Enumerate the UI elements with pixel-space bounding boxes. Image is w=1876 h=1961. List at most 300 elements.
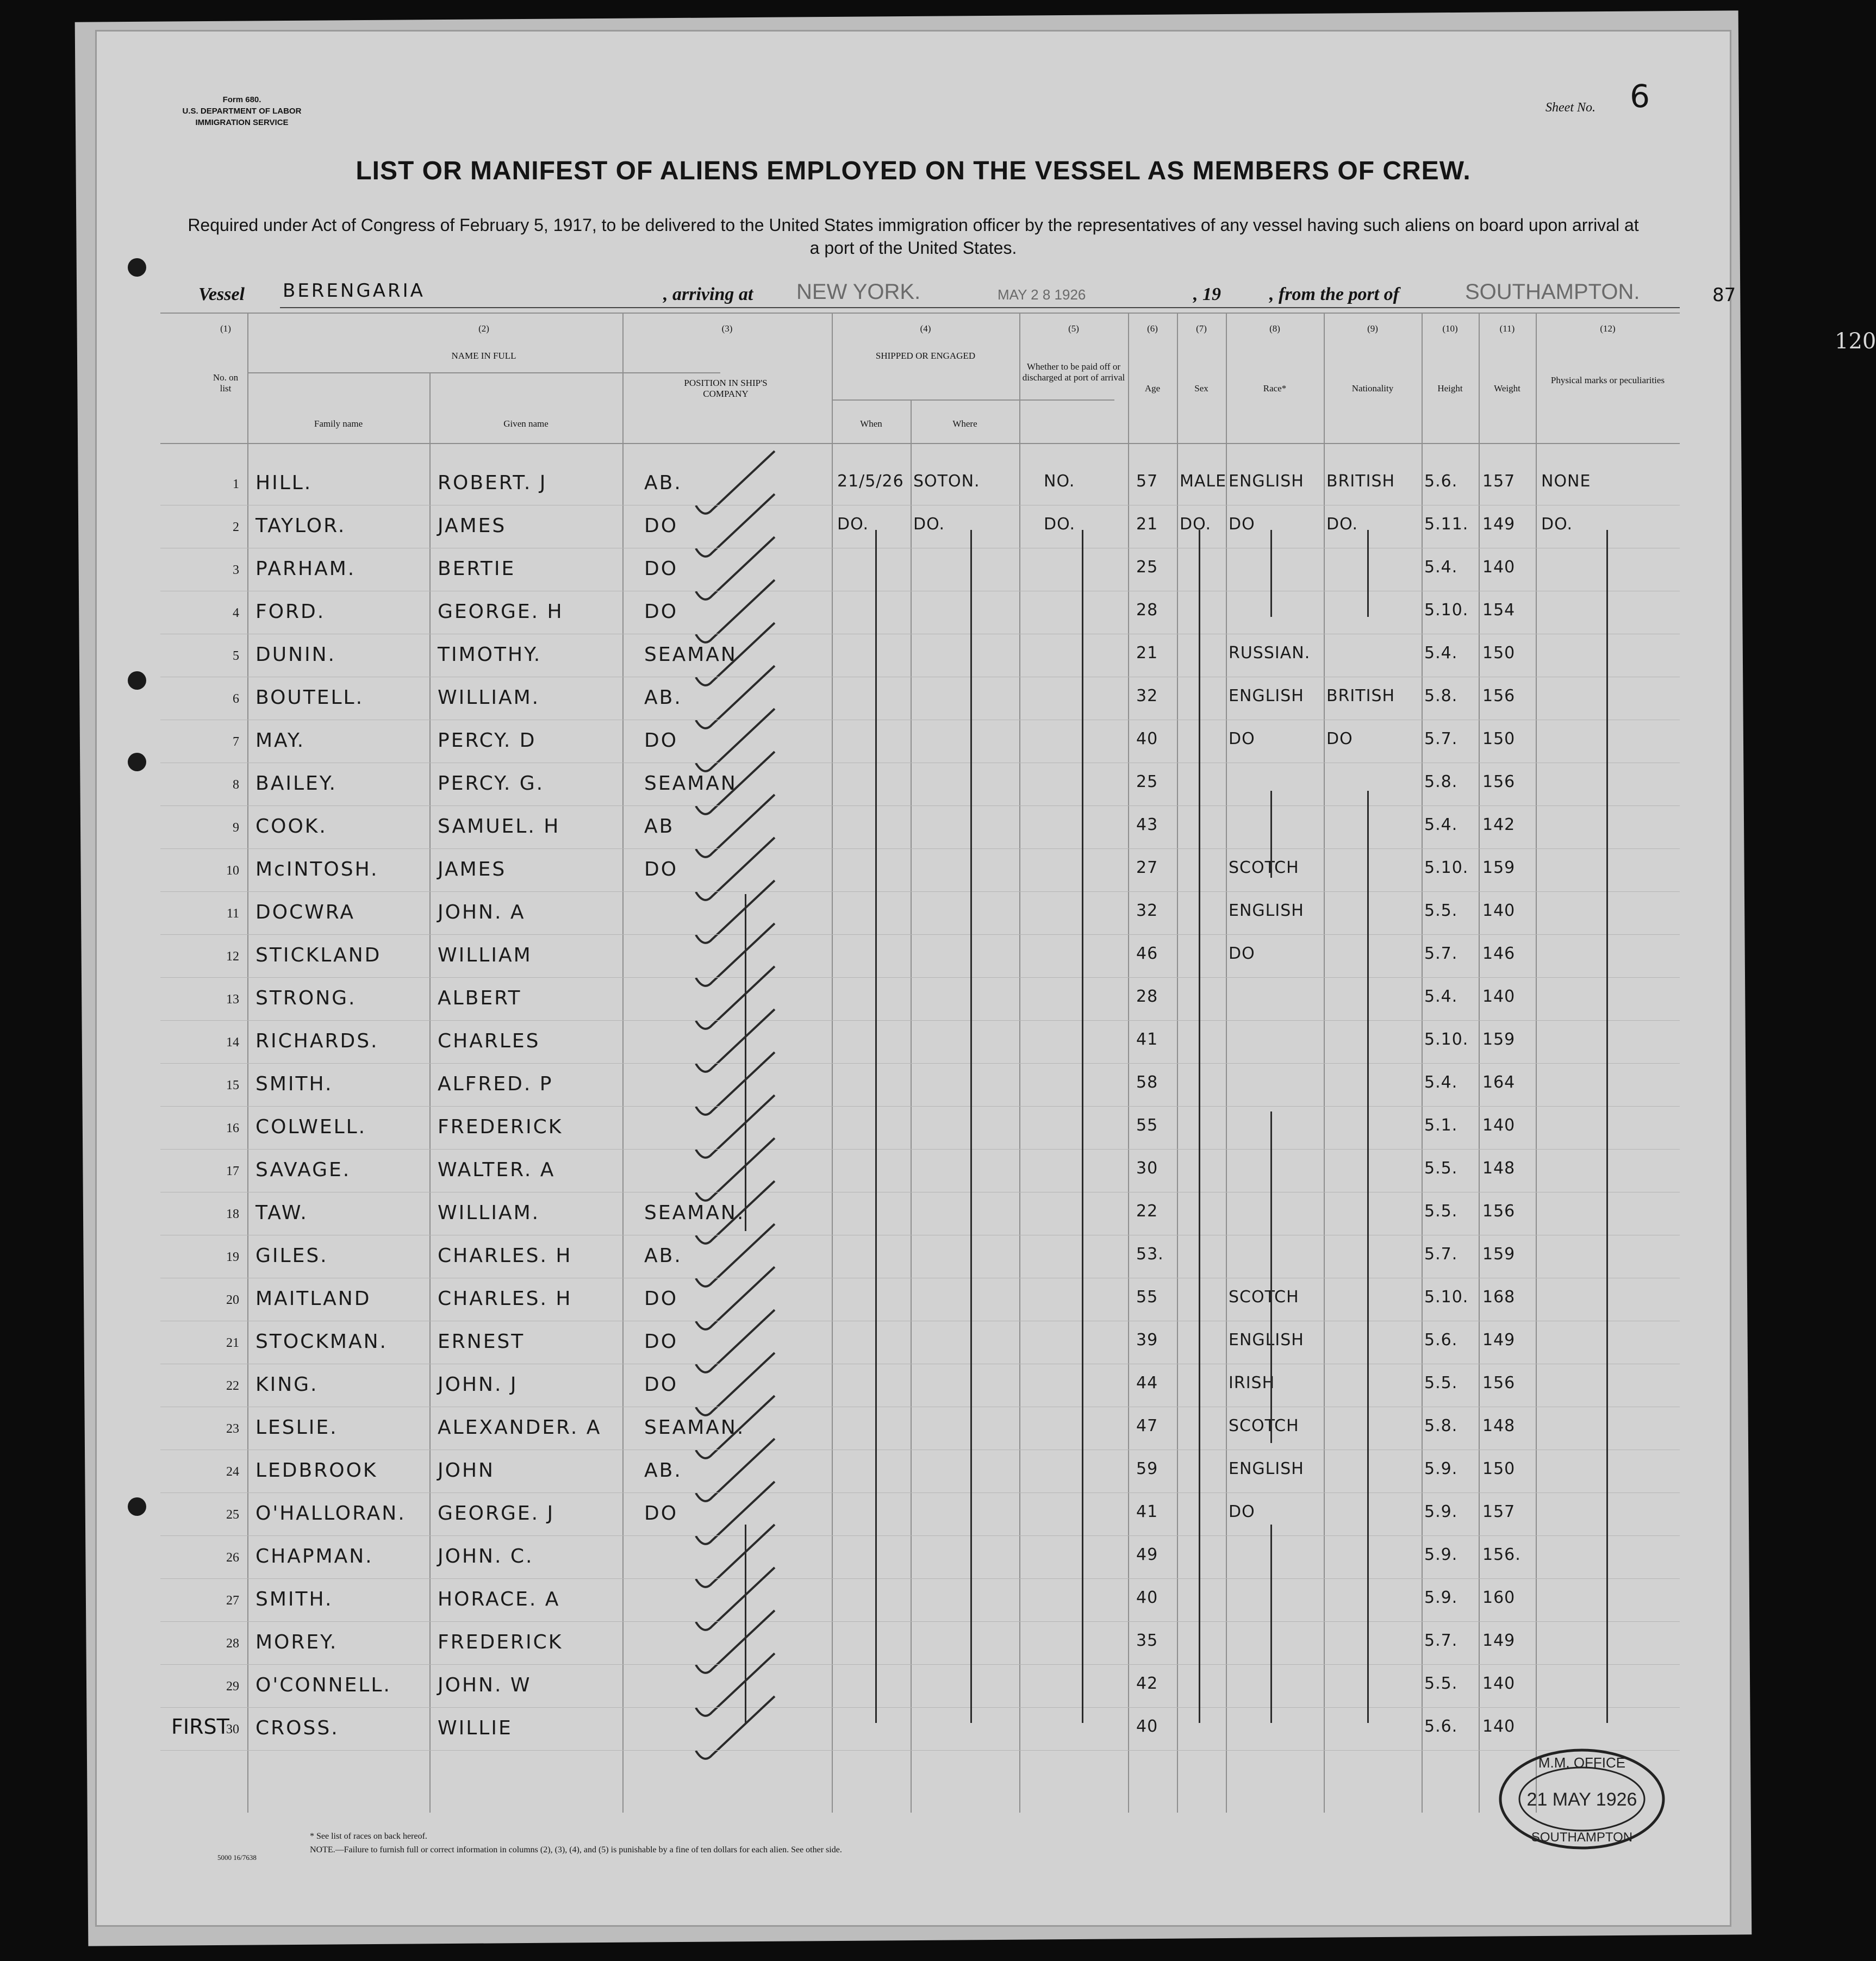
cell-marks: DO. [1541, 515, 1573, 534]
cell-age: 42 [1136, 1674, 1158, 1693]
cell-family: RICHARDS. [255, 1030, 379, 1052]
cell-race: ENGLISH [1229, 686, 1304, 705]
cell-given: PERCY. D [438, 729, 537, 752]
cell-position: DO [644, 558, 678, 580]
cell-family: STOCKMAN. [255, 1331, 388, 1353]
arriving-label: , arriving at [663, 284, 753, 304]
col3-label: POSITION IN SHIP'S COMPANY [684, 378, 768, 399]
cell-family: STRONG. [255, 987, 357, 1009]
where-header: Where [952, 419, 977, 429]
cell-no: 17 [226, 1164, 239, 1178]
cell-family: BAILEY. [255, 772, 337, 795]
cell-given: BERTIE [438, 558, 516, 580]
table-row [95, 677, 1731, 720]
cell-weight: 140 [1482, 1674, 1516, 1693]
cell-sex: DO. [1180, 515, 1212, 534]
table-row [95, 1278, 1731, 1321]
cell-weight: 157 [1482, 1502, 1516, 1521]
cell-given: WILLIE [438, 1717, 513, 1739]
cell-no: 30 [226, 1722, 239, 1737]
form-code: 5000 16/7638 [217, 1853, 257, 1862]
col12-num: (12) [1600, 323, 1616, 334]
cell-age: 32 [1136, 901, 1158, 920]
cell-height: 5.1. [1424, 1116, 1458, 1135]
cell-given: HORACE. A [438, 1588, 560, 1610]
cell-position: DO [644, 1288, 678, 1310]
cell-weight: 148 [1482, 1416, 1516, 1435]
first-class-note: FIRST [171, 1715, 229, 1739]
table-row [95, 1321, 1731, 1364]
cell-race: DO [1229, 944, 1255, 963]
col2-num: (2) [478, 323, 489, 334]
cell-no: 12 [226, 950, 239, 964]
cell-weight: 140 [1482, 987, 1516, 1006]
cell-no: 8 [233, 778, 239, 792]
cell-height: 5.9. [1424, 1459, 1458, 1478]
col5-label: Whether to be paid off or discharged at port of arrival [1022, 361, 1125, 383]
cell-weight: 149 [1482, 1631, 1516, 1650]
from-label: , from the port of [1269, 284, 1399, 304]
cell-no: 23 [226, 1422, 239, 1436]
cell-position: AB. [644, 1459, 682, 1482]
from-port: SOUTHAMPTON. [1465, 280, 1640, 304]
cell-nationality: BRITISH [1326, 472, 1395, 491]
cell-age: 28 [1136, 987, 1158, 1006]
vessel-label: Vessel [198, 284, 245, 304]
cell-height: 5.8. [1424, 1416, 1458, 1435]
vessel-number: 87 [1712, 284, 1736, 306]
cell-weight: 164 [1482, 1073, 1516, 1092]
col8-num: (8) [1269, 323, 1280, 334]
vessel-name: BERENGARIA [283, 280, 425, 302]
cell-given: WALTER. A [438, 1159, 556, 1181]
cell-weight: 156. [1482, 1545, 1521, 1564]
table-row [95, 1235, 1731, 1278]
check-mark-icon [693, 1691, 780, 1767]
cell-family: McINTOSH. [255, 858, 379, 880]
cell-no: 20 [226, 1293, 239, 1307]
cell-position: AB. [644, 686, 682, 709]
cell-position: DO [644, 729, 678, 752]
cell-no: 1 [233, 477, 239, 491]
cell-height: 5.5. [1424, 1159, 1458, 1178]
cell-weight: 156 [1482, 1373, 1516, 1392]
cell-weight: 156 [1482, 772, 1516, 791]
cell-family: PARHAM. [255, 558, 356, 580]
cell-family: CROSS. [255, 1717, 339, 1739]
table-row [95, 1492, 1731, 1536]
marks-header: Physical marks or peculiarities [1550, 375, 1665, 385]
cell-given: JAMES [438, 858, 507, 880]
cell-age: 40 [1136, 1588, 1158, 1607]
cell-weight: 140 [1482, 558, 1516, 577]
cell-race: RUSSIAN. [1229, 644, 1311, 663]
col2-label: NAME IN FULL [451, 351, 516, 361]
cell-race: DO [1229, 1502, 1255, 1521]
age-header: Age [1144, 383, 1161, 394]
cell-family: SMITH. [255, 1588, 333, 1610]
table-row [95, 591, 1731, 634]
cell-family: COOK. [255, 815, 327, 838]
manifest-sheet [95, 30, 1876, 1927]
ditto-line [1270, 1525, 1272, 1723]
cell-position: AB [644, 815, 675, 838]
cell-position: SEAMAN. [644, 1202, 745, 1224]
cell-no: 13 [226, 992, 239, 1007]
cell-family: MAY. [255, 729, 306, 752]
col3-num: (3) [721, 323, 733, 334]
cell-no: 11 [226, 907, 239, 921]
cell-no: 29 [226, 1679, 239, 1694]
cell-weight: 156 [1482, 686, 1516, 705]
cell-age: 53. [1136, 1245, 1164, 1264]
crew-table [95, 313, 1731, 1878]
ditto-line [1367, 530, 1369, 617]
form-department: U.S. DEPARTMENT OF LABOR [182, 107, 302, 116]
cell-marks: NONE [1541, 472, 1591, 491]
cell-given: FREDERICK [438, 1116, 563, 1138]
cell-race: ENGLISH [1229, 901, 1304, 920]
cell-weight: 149 [1482, 515, 1516, 534]
cell-no: 4 [233, 606, 239, 620]
cell-height: 5.10. [1424, 601, 1469, 620]
cell-given: JOHN. J [438, 1373, 518, 1396]
cell-given: ALFRED. P [438, 1073, 553, 1095]
cell-weight: 159 [1482, 858, 1516, 877]
cell-race: IRISH [1229, 1373, 1275, 1392]
cell-height: 5.4. [1424, 987, 1458, 1006]
cell-paid: DO. [1044, 515, 1076, 534]
cell-family: DOCWRA [255, 901, 355, 923]
cell-given: WILLIAM. [438, 1202, 540, 1224]
margin-number: 120 [1835, 329, 1876, 354]
cell-no: 16 [226, 1121, 239, 1135]
table-top-rule [160, 313, 1680, 314]
footnote-penalty: NOTE.—Failure to furnish full or correct information in columns (2), (3), (4), and (5) is punishable by a fine of ten dollars for each alien. See other side. [310, 1845, 842, 1854]
cell-height: 5.5. [1424, 1373, 1458, 1392]
cell-height: 5.4. [1424, 644, 1458, 663]
col9-num: (9) [1367, 323, 1378, 334]
cell-race: ENGLISH [1229, 1331, 1304, 1350]
col1-num: (1) [220, 323, 231, 334]
cell-height: 5.7. [1424, 944, 1458, 963]
cell-given: CHARLES [438, 1030, 540, 1052]
cell-height: 5.4. [1424, 1073, 1458, 1092]
cell-age: 28 [1136, 601, 1158, 620]
cell-position: AB. [644, 1245, 682, 1267]
cell-weight: 150 [1482, 644, 1516, 663]
cell-given: SAMUEL. H [438, 815, 560, 838]
cell-position: DO [644, 1331, 678, 1353]
cell-race: ENGLISH [1229, 1459, 1304, 1478]
cell-no: 7 [233, 735, 239, 749]
cell-position: SEAMAN [644, 644, 737, 666]
cell-no: 28 [226, 1637, 239, 1651]
col5-num: (5) [1068, 323, 1079, 334]
cell-no: 14 [226, 1035, 239, 1050]
arrival-date: MAY 2 8 1926 [998, 286, 1086, 303]
family-name-header: Family name [314, 419, 363, 429]
cell-height: 5.10. [1424, 1288, 1469, 1307]
cell-weight: 168 [1482, 1288, 1516, 1307]
mm-office-seal [1495, 1745, 1669, 1853]
cell-nationality: DO [1326, 729, 1353, 748]
form-service: IMMIGRATION SERVICE [195, 118, 289, 127]
ditto-line [970, 530, 972, 1723]
cell-family: DUNIN. [255, 644, 336, 666]
table-row [95, 977, 1731, 1021]
cell-family: TAW. [255, 1202, 308, 1224]
table-row [95, 1106, 1731, 1150]
cell-no: 3 [233, 563, 239, 577]
cell-given: GEORGE. H [438, 601, 564, 623]
punch-hole [128, 258, 146, 277]
cell-family: KING. [255, 1373, 319, 1396]
cell-weight: 156 [1482, 1202, 1516, 1221]
cell-weight: 150 [1482, 1459, 1516, 1478]
table-row [95, 548, 1731, 591]
cell-no: 25 [226, 1508, 239, 1522]
cell-family: HILL. [255, 472, 313, 494]
cell-weight: 140 [1482, 1717, 1516, 1736]
cell-weight: 148 [1482, 1159, 1516, 1178]
ditto-line [1606, 530, 1608, 1723]
cell-position: DO [644, 1502, 678, 1525]
cell-given: CHARLES. H [438, 1245, 572, 1267]
cell-family: MOREY. [255, 1631, 338, 1653]
cell-height: 5.6. [1424, 472, 1458, 491]
col6-num: (6) [1147, 323, 1158, 334]
header-bottom-rule [160, 443, 1680, 444]
cell-race: SCOTCH [1229, 1416, 1299, 1435]
table-row [95, 462, 1731, 505]
cell-position: SEAMAN. [644, 1416, 745, 1439]
cell-when: 21/5/26 [837, 472, 904, 491]
ditto-line [875, 530, 877, 1723]
cell-height: 5.9. [1424, 1545, 1458, 1564]
cell-position: DO [644, 858, 678, 880]
col11-num: (11) [1499, 323, 1515, 334]
cell-family: COLWELL. [255, 1116, 367, 1138]
cell-family: CHAPMAN. [255, 1545, 373, 1567]
cell-age: 55 [1136, 1288, 1158, 1307]
cell-given: WILLIAM. [438, 686, 540, 709]
table-row [95, 1063, 1731, 1107]
cell-age: 22 [1136, 1202, 1158, 1221]
table-row [95, 1364, 1731, 1407]
cell-height: 5.7. [1424, 1631, 1458, 1650]
table-row [95, 934, 1731, 978]
cell-age: 41 [1136, 1030, 1158, 1049]
cell-age: 40 [1136, 729, 1158, 748]
cell-race: SCOTCH [1229, 858, 1299, 877]
table-row [95, 1192, 1731, 1235]
cell-age: 44 [1136, 1373, 1158, 1392]
cell-age: 21 [1136, 515, 1158, 534]
cell-height: 5.9. [1424, 1502, 1458, 1521]
cell-nationality: BRITISH [1326, 686, 1395, 705]
cell-race: ENGLISH [1229, 472, 1304, 491]
cell-height: 5.5. [1424, 1674, 1458, 1693]
cell-given: FREDERICK [438, 1631, 563, 1653]
cell-height: 5.10. [1424, 1030, 1469, 1049]
cell-age: 30 [1136, 1159, 1158, 1178]
cell-age: 41 [1136, 1502, 1158, 1521]
ditto-line [1270, 791, 1272, 878]
cell-height: 5.8. [1424, 772, 1458, 791]
col1-label: No. on list [213, 372, 239, 394]
cell-age: 39 [1136, 1331, 1158, 1350]
sheet-no-value: 6 [1630, 78, 1650, 115]
cell-weight: 142 [1482, 815, 1516, 834]
cell-given: ALEXANDER. A [438, 1416, 602, 1439]
cell-weight: 150 [1482, 729, 1516, 748]
cell-height: 5.6. [1424, 1331, 1458, 1350]
cell-weight: 149 [1482, 1331, 1516, 1350]
cell-race: DO [1229, 729, 1255, 748]
table-row [95, 1450, 1731, 1493]
cell-given: JOHN [438, 1459, 495, 1482]
table-row [95, 634, 1731, 677]
table-row [95, 891, 1731, 935]
shipped-subheader-rule [832, 399, 1114, 401]
height-header: Height [1437, 383, 1463, 394]
cell-height: 5.5. [1424, 901, 1458, 920]
cell-height: 5.10. [1424, 858, 1469, 877]
ditto-line [1082, 530, 1083, 1723]
cell-position: DO [644, 601, 678, 623]
cell-family: LEDBROOK [255, 1459, 378, 1482]
table-row [95, 1407, 1731, 1450]
table-row [95, 848, 1731, 892]
cell-height: 5.7. [1424, 1245, 1458, 1264]
cell-weight: 140 [1482, 1116, 1516, 1135]
cell-weight: 159 [1482, 1245, 1516, 1264]
cell-age: 25 [1136, 772, 1158, 791]
sheet-no-label: Sheet No. [1545, 101, 1595, 115]
cell-age: 27 [1136, 858, 1158, 877]
cell-when: DO. [837, 515, 869, 534]
cell-family: BOUTELL. [255, 686, 364, 709]
cell-no: 19 [226, 1250, 239, 1264]
cell-given: TIMOTHY. [438, 644, 542, 666]
cell-given: ALBERT [438, 987, 522, 1009]
cell-family: TAYLOR. [255, 515, 346, 537]
cell-height: 5.8. [1424, 686, 1458, 705]
cell-family: O'CONNELL. [255, 1674, 391, 1696]
table-row [95, 720, 1731, 763]
cell-no: 6 [233, 692, 239, 706]
cell-given: CHARLES. H [438, 1288, 572, 1310]
cell-where: SOTON. [913, 472, 980, 491]
vessel-line [198, 280, 1736, 307]
cell-family: SAVAGE. [255, 1159, 351, 1181]
cell-family: O'HALLORAN. [255, 1502, 406, 1525]
cell-given: ROBERT. J [438, 472, 547, 494]
cell-no: 24 [226, 1465, 239, 1479]
cell-age: 46 [1136, 944, 1158, 963]
cell-height: 5.4. [1424, 558, 1458, 577]
col10-num: (10) [1442, 323, 1458, 334]
cell-age: 43 [1136, 815, 1158, 834]
ditto-line [745, 1525, 746, 1723]
table-row [95, 1535, 1731, 1579]
cell-family: MAITLAND [255, 1288, 371, 1310]
cell-no: 18 [226, 1207, 239, 1221]
cell-given: JAMES [438, 515, 507, 537]
col4-label: SHIPPED OR ENGAGED [875, 351, 976, 361]
cell-family: FORD. [255, 601, 326, 623]
table-row [95, 1707, 1731, 1751]
cell-age: 57 [1136, 472, 1158, 491]
nationality-header: Nationality [1351, 383, 1394, 394]
cell-position: SEAMAN [644, 772, 737, 795]
cell-given: JOHN. A [438, 901, 526, 923]
vessel-underline [280, 307, 1680, 308]
cell-no: 22 [226, 1379, 239, 1393]
cell-given: JOHN. W [438, 1674, 532, 1696]
table-row [95, 505, 1731, 548]
cell-height: 5.6. [1424, 1717, 1458, 1736]
arriving-port: NEW YORK. [796, 280, 921, 304]
cell-family: STICKLAND [255, 944, 382, 966]
cell-paid: NO. [1044, 472, 1075, 491]
cell-height: 5.9. [1424, 1588, 1458, 1607]
sex-header: Sex [1194, 383, 1208, 394]
name-subheader-rule [247, 372, 720, 373]
cell-height: 5.7. [1424, 729, 1458, 748]
cell-weight: 159 [1482, 1030, 1516, 1049]
cell-age: 55 [1136, 1116, 1158, 1135]
cell-height: 5.5. [1424, 1202, 1458, 1221]
cell-no: 9 [233, 821, 239, 835]
ditto-line [1367, 791, 1369, 1723]
cell-family: LESLIE. [255, 1416, 338, 1439]
cell-age: 47 [1136, 1416, 1158, 1435]
cell-given: PERCY. G. [438, 772, 545, 795]
cell-given: ERNEST [438, 1331, 525, 1353]
cell-where: DO. [913, 515, 945, 534]
col4-num: (4) [920, 323, 931, 334]
cell-weight: 140 [1482, 901, 1516, 920]
cell-sex: MALE [1180, 472, 1227, 491]
col7-num: (7) [1196, 323, 1207, 334]
cell-position: AB. [644, 472, 682, 494]
form-meta [160, 94, 323, 128]
cell-position: DO [644, 1373, 678, 1396]
table-row [95, 1621, 1731, 1665]
seal-top-text: M.M. OFFICE [1538, 1754, 1626, 1771]
table-row [95, 1020, 1731, 1064]
weight-header: Weight [1494, 383, 1520, 394]
cell-age: 58 [1136, 1073, 1158, 1092]
cell-height: 5.11. [1424, 515, 1469, 534]
manifest-subtitle: Required under Act of Congress of February 5, 1917, to be delivered to the United States immigration officer by the representatives of any vessel having such aliens on board upon arrival at a port of the United States. [188, 215, 1639, 258]
cell-position: DO [644, 515, 678, 537]
cell-no: 10 [226, 864, 239, 878]
cell-given: GEORGE. J [438, 1502, 555, 1525]
form-number: Form 680. [222, 95, 261, 104]
cell-race: DO [1229, 515, 1255, 534]
seal-bottom-text: SOUTHAMPTON [1531, 1830, 1633, 1845]
ditto-line [745, 894, 746, 1231]
cell-no: 2 [233, 520, 239, 534]
year-label: , 19 [1193, 284, 1221, 304]
cell-age: 25 [1136, 558, 1158, 577]
ditto-line [1270, 1111, 1272, 1443]
footnote-races: * See list of races on back hereof. [310, 1832, 427, 1841]
cell-family: SMITH. [255, 1073, 333, 1095]
